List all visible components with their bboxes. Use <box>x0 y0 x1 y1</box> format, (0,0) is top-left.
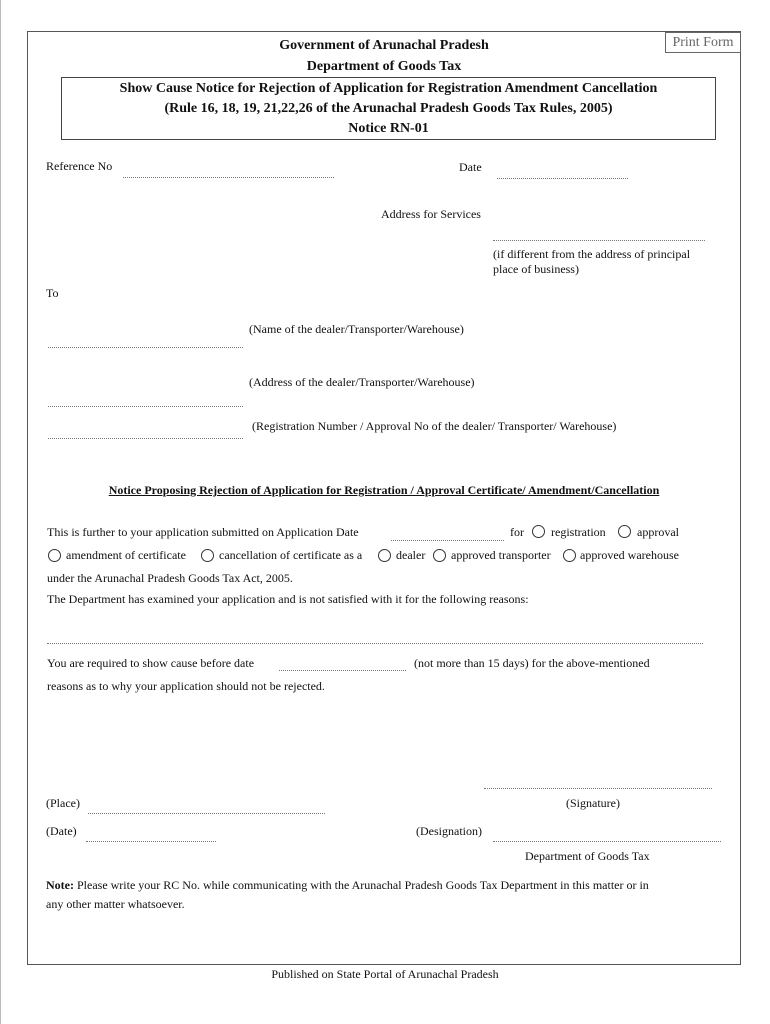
address-note-line1: (if different from the address of principal <box>493 247 691 261</box>
date-field[interactable] <box>497 178 628 179</box>
note-line1 <box>46 878 649 893</box>
examined-text: The Department has examined your application and is not satisfied with it for the following reasons: <box>47 592 529 606</box>
show-cause-date-field[interactable] <box>279 670 406 671</box>
show-cause-days-text: (not more than 15 days) for the above-mentioned <box>414 656 650 670</box>
department-signature-label: Department of Goods Tax <box>525 849 650 863</box>
government-title: Government of Arunachal Pradesh <box>279 38 489 53</box>
show-cause-text: You are required to show cause before date <box>47 656 255 670</box>
address-for-services-label: Address for Services <box>381 207 481 221</box>
approval-radio[interactable] <box>618 525 631 538</box>
department-title: Department of Goods Tax <box>306 59 462 74</box>
page-frame <box>27 31 741 965</box>
section-heading: Notice Proposing Rejection of Application for Registration / Approval Certificate/ Amendment/Cancellation <box>108 483 660 497</box>
designation-field[interactable] <box>493 841 721 842</box>
note-text1: Please write your RC No. while communicating with the Arunachal Pradesh Goods Tax Department in this matter or in <box>76 878 649 892</box>
application-date-text: This is further to your application submitted on Application Date <box>47 525 359 539</box>
date-signature-label: (Date) <box>46 824 77 838</box>
warehouse-radio[interactable] <box>563 549 576 562</box>
address-for-services-field[interactable] <box>493 240 705 241</box>
cancellation-radio[interactable] <box>201 549 214 562</box>
signature-field[interactable] <box>484 788 712 789</box>
dealer-radio[interactable] <box>378 549 391 562</box>
act-text: under the Arunachal Pradesh Goods Tax Act, 2005. <box>47 571 293 585</box>
reference-no-label: Reference No <box>46 159 113 173</box>
date-signature-field[interactable] <box>86 841 216 842</box>
dealer-name-field[interactable] <box>48 347 243 348</box>
reasons-field[interactable] <box>47 643 703 644</box>
show-cause-reasons-text: reasons as to why your application should not be rejected. <box>47 679 325 693</box>
print-form-button[interactable]: Print Form <box>665 32 741 53</box>
page-left-edge <box>0 0 1 1024</box>
address-note-line2: place of business) <box>493 262 579 276</box>
footer-text: Published on State Portal of Arunachal Pradesh <box>271 967 499 981</box>
dealer-name-label: (Name of the dealer/Transporter/Warehouse) <box>249 322 464 336</box>
amendment-radio[interactable] <box>48 549 61 562</box>
dealer-address-label: (Address of the dealer/Transporter/Warehouse) <box>249 375 475 389</box>
to-label: To <box>46 286 59 300</box>
approval-option-label: approval <box>637 525 679 539</box>
registration-number-label: (Registration Number / Approval No of the dealer/ Transporter/ Warehouse) <box>252 419 617 433</box>
notice-number: Notice RN-01 <box>348 121 429 136</box>
designation-label: (Designation) <box>416 824 482 838</box>
registration-number-field[interactable] <box>48 438 243 439</box>
application-date-field[interactable] <box>391 540 504 541</box>
place-field[interactable] <box>88 813 325 814</box>
signature-label: (Signature) <box>566 796 620 810</box>
amendment-option-label: amendment of certificate <box>66 548 186 562</box>
for-text: for <box>510 525 524 539</box>
cancellation-option-label: cancellation of certificate as a <box>219 548 363 562</box>
registration-radio[interactable] <box>532 525 545 538</box>
reference-no-field[interactable] <box>123 177 334 178</box>
dealer-option-label: dealer <box>396 548 426 562</box>
registration-option-label: registration <box>551 525 606 539</box>
note-label: Note: <box>46 878 74 892</box>
notice-title-line1: Show Cause Notice for Rejection of Application for Registration Amendment Cancellation <box>119 81 658 96</box>
dealer-address-field[interactable] <box>48 406 243 407</box>
transporter-radio[interactable] <box>433 549 446 562</box>
transporter-option-label: approved transporter <box>451 548 551 562</box>
date-label: Date <box>459 160 482 174</box>
notice-title-line2: (Rule 16, 18, 19, 21,22,26 of the Arunachal Pradesh Goods Tax Rules, 2005) <box>164 101 613 116</box>
place-label: (Place) <box>46 796 80 810</box>
note-line2: any other matter whatsoever. <box>46 897 185 911</box>
warehouse-option-label: approved warehouse <box>580 548 679 562</box>
